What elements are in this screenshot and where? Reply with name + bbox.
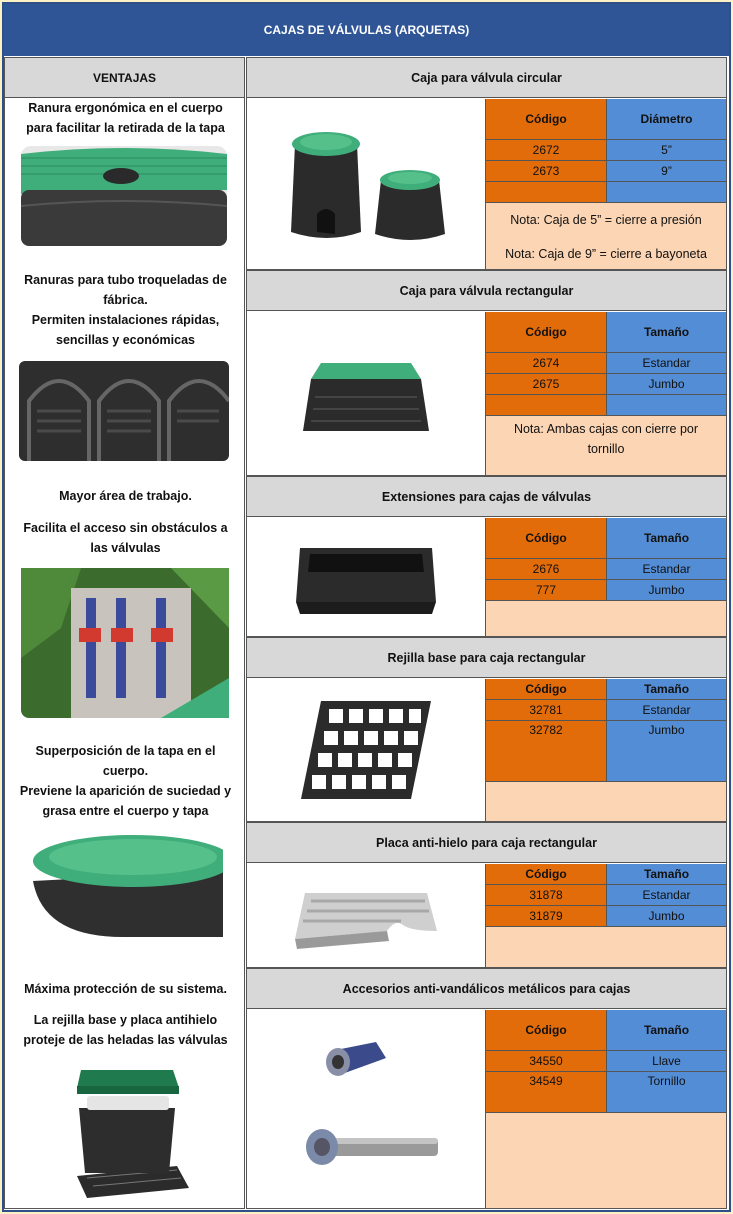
section-circular-box — [246, 57, 727, 270]
table-row — [486, 721, 726, 782]
advantages-header: VENTAJAS — [5, 58, 244, 98]
table-header-row — [486, 1010, 726, 1051]
circular-boxes-icon — [271, 114, 461, 254]
code-cell: 34550 — [486, 1051, 607, 1071]
advantage-line: La rejilla base y placa antihielo — [33, 1013, 218, 1027]
code-header: Código — [486, 864, 607, 884]
anti-frost-image — [247, 864, 486, 967]
note-box: Nota: Ambas cajas con cierre por tornillo — [486, 416, 726, 475]
code-header: Código — [486, 518, 607, 558]
code-cell: 2676 — [486, 559, 607, 579]
advantage-line: las válvulas — [90, 541, 161, 555]
section-rectangular-box — [246, 270, 727, 476]
section-base-grid — [246, 637, 727, 822]
size-header: Tamaño — [607, 679, 726, 699]
note-box — [486, 601, 726, 636]
code-header: Código — [486, 99, 607, 139]
rectangular-box-image — [247, 312, 486, 475]
table-row — [486, 161, 726, 182]
table-row — [486, 374, 726, 395]
table-row — [486, 885, 726, 906]
section-title: Accesorios anti-vandálicos metálicos para cajas — [247, 969, 726, 1009]
table-row — [486, 1051, 726, 1072]
table-header-row — [486, 864, 726, 885]
advantage-line: sencillas y económicas — [56, 333, 195, 347]
circular-box-table — [486, 99, 726, 269]
base-grid-table — [486, 679, 726, 821]
code-cell: 777 — [486, 580, 607, 600]
value-cell: Estandar — [607, 353, 726, 373]
extension-frame-icon — [286, 532, 446, 622]
value-cell: Jumbo — [607, 721, 726, 781]
advantage-text-2 — [5, 270, 246, 350]
code-header: Código — [486, 679, 607, 699]
diameter-header: Diámetro — [607, 99, 726, 139]
code-header: Código — [486, 1010, 607, 1050]
value-cell: Estandar — [607, 559, 726, 579]
table-row — [486, 140, 726, 161]
advantage-text-6 — [5, 979, 246, 999]
valves-photo — [21, 568, 229, 718]
value-cell: Tornillo — [607, 1072, 726, 1112]
key-icon — [326, 1042, 386, 1076]
table-row — [486, 559, 726, 580]
table-row — [486, 182, 726, 203]
bolt-icon — [306, 1129, 438, 1165]
advantage-line: proteje de las heladas las válvulas — [23, 1033, 228, 1047]
code-cell: 34549 — [486, 1072, 607, 1112]
value-cell: 9” — [607, 161, 726, 181]
code-cell: 2672 — [486, 140, 607, 160]
section-anti-frost — [246, 822, 727, 968]
code-cell: 2673 — [486, 161, 607, 181]
size-header: Tamaño — [607, 518, 726, 558]
lid-overlap-photo — [23, 831, 223, 937]
section-title: Extensiones para cajas de válvulas — [247, 477, 726, 517]
key-and-bolt-icon — [286, 1024, 446, 1194]
value-cell: 5” — [607, 140, 726, 160]
size-header: Tamaño — [607, 864, 726, 884]
pipe-slots-photo — [19, 361, 229, 461]
advantage-text-7 — [5, 1010, 246, 1050]
note-box — [486, 782, 726, 821]
section-title: Caja para válvula circular — [247, 58, 726, 98]
code-cell: 2674 — [486, 353, 607, 373]
section-title: Rejilla base para caja rectangular — [247, 638, 726, 678]
table-header-row — [486, 312, 726, 353]
advantage-line: cuerpo. — [102, 764, 149, 778]
box-assembly-photo — [57, 1058, 197, 1198]
value-cell: Jumbo — [607, 580, 726, 600]
note-box — [486, 1113, 726, 1208]
table-row — [486, 353, 726, 374]
advantage-line: para facilitar la retirada de la tapa — [26, 121, 225, 135]
table-row — [486, 1072, 726, 1113]
section-anti-vandal — [246, 968, 727, 1209]
advantage-line: Previene la aparición de suciedad y — [19, 784, 232, 798]
table-row — [486, 580, 726, 601]
advantage-text-5 — [5, 741, 246, 821]
grid-icon — [291, 695, 441, 805]
rectangular-box-table — [486, 312, 726, 475]
slot-lid-photo — [21, 146, 227, 246]
table-header-row — [486, 518, 726, 559]
anti-frost-table — [486, 864, 726, 967]
advantage-text-4 — [5, 518, 246, 558]
table-row — [486, 906, 726, 927]
code-cell: 32782 — [486, 721, 607, 781]
value-cell: Jumbo — [607, 374, 726, 394]
advantage-line: Ranura ergonómica en el cuerpo — [28, 101, 223, 115]
extension-table — [486, 518, 726, 636]
size-header: Tamaño — [607, 312, 726, 352]
advantage-line: Superposición de la tapa en el — [35, 744, 216, 758]
anti-vandal-table — [486, 1010, 726, 1208]
value-cell: Jumbo — [607, 906, 726, 926]
anti-frost-plate-icon — [291, 881, 441, 951]
advantage-line: Facilita el acceso sin obstáculos a — [23, 521, 228, 535]
value-cell — [607, 182, 726, 202]
advantage-line: fábrica. — [103, 293, 148, 307]
section-title: Caja para válvula rectangular — [247, 271, 726, 311]
value-cell: Estandar — [607, 700, 726, 720]
page-title: CAJAS DE VÁLVULAS (ARQUETAS) — [4, 4, 729, 56]
advantage-line: grasa entre el cuerpo y tapa — [42, 804, 209, 818]
advantages-column — [4, 57, 245, 1209]
code-cell — [486, 395, 607, 415]
advantage-line: Ranuras para tubo troqueladas de — [24, 273, 227, 287]
value-cell: Estandar — [607, 885, 726, 905]
advantage-line: Máxima protección de su sistema. — [24, 982, 227, 996]
advantage-line: Mayor área de trabajo. — [59, 489, 192, 503]
rectangular-box-icon — [301, 349, 431, 439]
code-header: Código — [486, 312, 607, 352]
note-text: Nota: Caja de 5” = cierre a presión — [510, 213, 702, 227]
code-cell: 31879 — [486, 906, 607, 926]
anti-vandal-image — [247, 1010, 486, 1208]
code-cell: 32781 — [486, 700, 607, 720]
note-box — [486, 203, 726, 269]
code-cell: 31878 — [486, 885, 607, 905]
table-row — [486, 700, 726, 721]
note-text: Nota: Caja de 9” = cierre a bayoneta — [505, 247, 707, 261]
code-cell — [486, 182, 607, 202]
table-header-row — [486, 679, 726, 700]
value-cell — [607, 395, 726, 415]
table-row — [486, 395, 726, 416]
circular-box-image — [247, 99, 486, 269]
table-header-row — [486, 99, 726, 140]
note-box — [486, 927, 726, 967]
advantage-text-1 — [5, 98, 246, 138]
section-extensions — [246, 476, 727, 637]
size-header: Tamaño — [607, 1010, 726, 1050]
advantage-line: Permiten instalaciones rápidas, — [31, 313, 220, 327]
section-title: Placa anti-hielo para caja rectangular — [247, 823, 726, 863]
value-cell: Llave — [607, 1051, 726, 1071]
extension-image — [247, 518, 486, 636]
base-grid-image — [247, 679, 486, 821]
code-cell: 2675 — [486, 374, 607, 394]
advantage-text-3 — [5, 486, 246, 506]
